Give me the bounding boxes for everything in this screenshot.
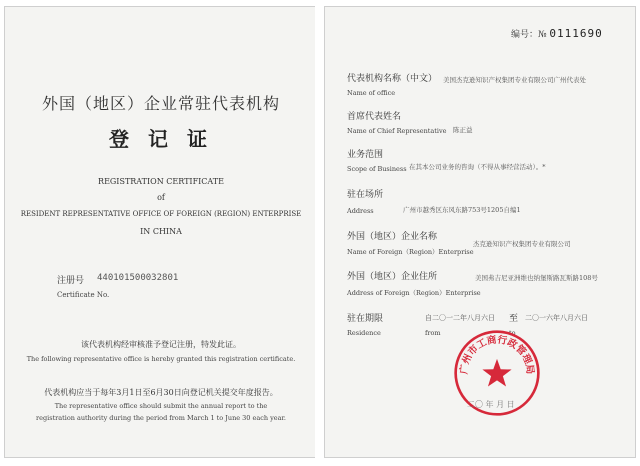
business-scope-label-en: Scope of Business <box>347 165 407 173</box>
serial-number-value: 0111690 <box>549 27 603 40</box>
residence-to-date: 二〇一六年八月六日 <box>525 314 588 322</box>
office-name-value: 美国杰克逊知识产权集团专业有限公司广州代表处 <box>443 76 586 84</box>
foreign-enterprise-address-value: 美国弗吉尼亚洲维也纳堡斯路瓦斯路108号 <box>475 274 598 282</box>
foreign-enterprise-address-label: 外国（地区）企业住所 <box>347 272 438 282</box>
serial-number <box>511 27 603 40</box>
registration-number-label-en: Certificate No. <box>57 291 110 299</box>
residence-from-label: from <box>425 329 441 337</box>
office-address-label-en: Address <box>347 207 374 215</box>
foreign-enterprise-name-value: 杰克逊知识产权集团专业有限公司 <box>473 240 571 248</box>
business-scope-label: 业务范围 <box>347 150 384 160</box>
annual-report-notice-english-line-1: The representative office should submit the annual report to the <box>54 402 268 410</box>
office-address-value: 广州市越秀区东风东路753号1205自编1 <box>403 206 521 214</box>
residence-to-label: 至 <box>509 314 519 324</box>
certificate-left-page <box>4 6 316 458</box>
approval-statement-chinese: 该代表机构经审核准予登记注册，特发此证。 <box>81 340 241 349</box>
chief-representative-label-en: Name of Chief Representative <box>347 127 447 135</box>
foreign-enterprise-name-label-en: Name of Foreign（Region）Enterprise <box>347 248 474 256</box>
foreign-enterprise-address-label-en: Address of Foreign（Region）Enterprise <box>347 289 481 297</box>
residence-to-label-en: to <box>509 329 516 337</box>
business-scope-value: 在其本公司业务的咨询（不得从事经营活动）。* <box>409 163 546 171</box>
office-address-label: 驻在场所 <box>347 190 384 200</box>
residence-period-label-en: Residence <box>347 329 381 337</box>
certificate-title-chinese: 外国（地区）企业常驻代表机构 <box>41 94 280 113</box>
approval-statement-english: The following representative office is hereby granted this registration certificate. <box>26 355 296 363</box>
serial-number-label: 编号： <box>511 30 539 40</box>
certificate-title-en-line-1: REGISTRATION CERTIFICATE <box>98 177 224 186</box>
issue-date: 二〇 年 月 日 <box>467 400 515 409</box>
certificate-title-en-line-3: RESIDENT REPRESENTATIVE OFFICE OF FOREIGN (REGION) ENTERPRISE <box>20 210 302 218</box>
certificate-title-en-line-4: IN CHINA <box>140 227 182 236</box>
office-name-label: 代表机构名称（中文） <box>347 74 438 84</box>
chief-representative-label: 首席代表姓名 <box>347 112 402 122</box>
office-name-label-en: Name of office <box>347 89 396 97</box>
foreign-enterprise-name-label: 外国（地区）企业名称 <box>347 232 438 242</box>
annual-report-notice-chinese: 代表机构应当于每年3月1日至6月30日向登记机关提交年度报告。 <box>44 388 278 397</box>
certificate-title-main: 登 记 证 <box>109 127 213 151</box>
chief-representative-value: 陈正益 <box>453 126 473 134</box>
certificate-title-en-line-2: of <box>157 193 165 202</box>
residence-period-label: 驻在期限 <box>347 314 384 324</box>
registration-number-value: 440101500032801 <box>97 273 179 283</box>
residence-from-date: 自二〇一二年八月六日 <box>425 314 495 322</box>
seal-star <box>482 359 511 387</box>
registration-number-label: 注册号 <box>57 276 85 286</box>
annual-report-notice-english-line-2: registration authority during the period from March 1 to June 30 each year. <box>36 414 286 422</box>
certificate-right-page <box>324 6 636 458</box>
serial-number-prefix: № <box>538 30 547 40</box>
seal-text: 广州市工商行政管理局 <box>458 334 536 375</box>
